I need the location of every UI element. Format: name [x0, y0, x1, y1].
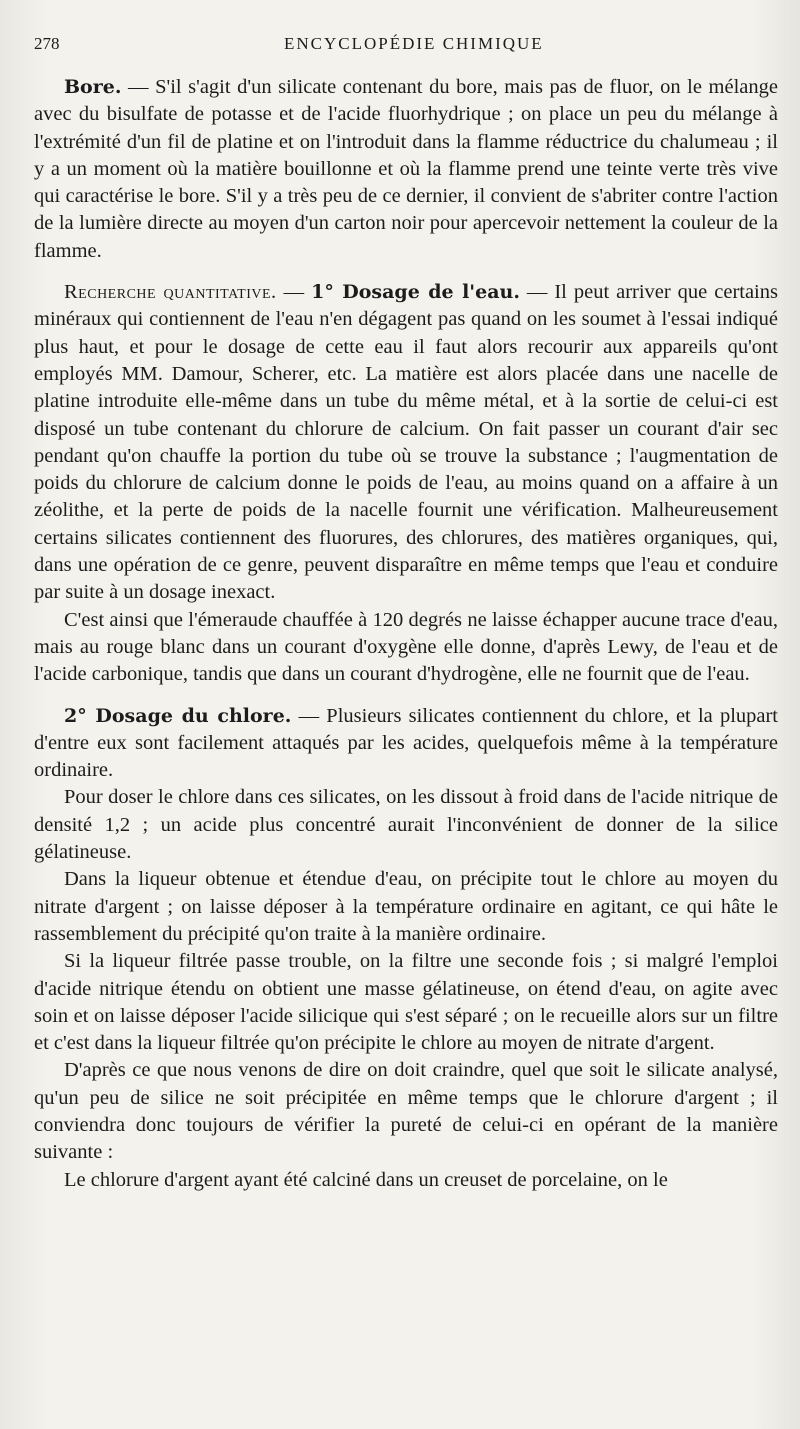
paragraph-chlorure-calcine: Le chlorure d'argent ayant été calciné dans un creuset de porcelaine, on le [64, 1168, 668, 1191]
paragraph-doser-chlore: Pour doser le chlore dans ces silicates, on les dissout à froid dans de l'acide nitrique de densité 1,2 ; un acide plus concentré aurait l'inconvénient de donner de la silice gélatineuse. [34, 786, 778, 864]
heading-bore: Bore. [64, 76, 122, 98]
paragraph-bore [34, 74, 778, 265]
heading-dosage-eau: 1° Dosage de l'eau. [311, 281, 520, 304]
paragraph-liqueur-obtenue: Dans la liqueur obtenue et étendue d'eau, on précipite tout le chlore au moyen du nitrate d'argent ; on laisse déposer à la température ordinaire en agitant, ce qui hâte le rassemblement du précipité qu'on traite à la manière ordinaire. [34, 868, 778, 945]
paragraph-emeraude: C'est ainsi que l'émeraude chauffée à 120 degrés ne laisse échapper aucune trace d'eau, mais au rouge blanc dans un courant d'oxygène elle donne, d'après Lewy, de l'eau et de l'acide carbonique, tandis que dans un courant d'hydrogène, elle ne fournit que de l'eau. [34, 608, 778, 686]
paragraph-bore-text: — S'il s'agit d'un silicate contenant du bore, mais pas de fluor, on le mélange avec du bisulfate de potasse et de l'acide fluorhydrique ; on place un peu du mélange à l'extrémité d'un fil de platine et on l'introduit dans la flamme réductrice du chalumeau ; il y a un moment où la matière bouillonne et où la flamme prend une teinte verte très vive qui caractérise le bore. S'il y a très peu de ce dernier, il convient de s'abriter contre l'action de la lumière directe au moyen d'un carton noir pour apercevoir nettement la couleur de la flamme. [34, 76, 778, 262]
page-number: 278 [34, 34, 60, 53]
paragraph-liqueur-filtree: Si la liqueur filtrée passe trouble, on la filtre une seconde fois ; si malgré l'emploi d'acide nitrique étendu on obtient une masse gélatineuse, on étend d'eau, on agite avec soin et on laisse déposer l'acide silicique qui s'est séparé ; on le recueille alors sur un filtre et c'est dans la liqueur filtrée qu'on précipite le chlore au moyen de nitrate d'argent. [34, 950, 778, 1055]
journal-title: ENCYCLOPÉDIE CHIMIQUE [284, 34, 544, 53]
paragraph-dosage-chlore [34, 703, 778, 785]
paragraph-dosage-eau [34, 279, 778, 607]
paragraph-dosage-chlore-text: — Plusieurs silicates contiennent du chlore, et la plupart d'entre eux sont facilement attaqués par les acides, quelquefois même à la température ordinaire. [34, 704, 779, 782]
heading-dosage-chlore: 2° Dosage du chlore. [64, 704, 292, 727]
paragraph-silice-precipitee: D'après ce que nous venons de dire on doit craindre, quel que soit le silicate analysé, qu'un peu de silice ne soit précipitée en même temps que le chlorure d'argent ; il conviendra donc toujours de vérifier la pureté de celui-ci en opérant de la manière suivante : [34, 1059, 778, 1164]
label-recherche-quantitative: Recherche quantitative. [64, 281, 277, 304]
running-head [34, 34, 778, 64]
paragraph-dosage-eau-text: — Il peut arriver que certains minéraux qui contiennent de l'eau n'en dégagent pas quand on les soumet à l'essai indiqué plus haut, et pour le dosage de cette eau il faut alors recourir aux appareils qu'ont employés MM. Damour, Scherer, etc. La matière est alors placée dans une nacelle de platine introduite elle-même dans un tube du même métal, et à la sortie de celui-ci est disposé un tube contenant du chlorure de calcium. On fait passer un courant d'air sec pendant qu'on chauffe la portion du tube où se trouve la substance ; l'augmentation de poids du chlorure de calcium donne le poids de l'eau, au moins quand on a affaire à un zéolithe, et la perte de poids de la nacelle fournit une vérification. Malheureusement certains silicates contiennent des fluorures, des chlorures, des matières organiques, qui, dans une opération de ce genre, peuvent disparaître en même temps que l'eau et conduire par suite à un dosage inexact. [34, 281, 778, 604]
dash: — [276, 281, 312, 304]
